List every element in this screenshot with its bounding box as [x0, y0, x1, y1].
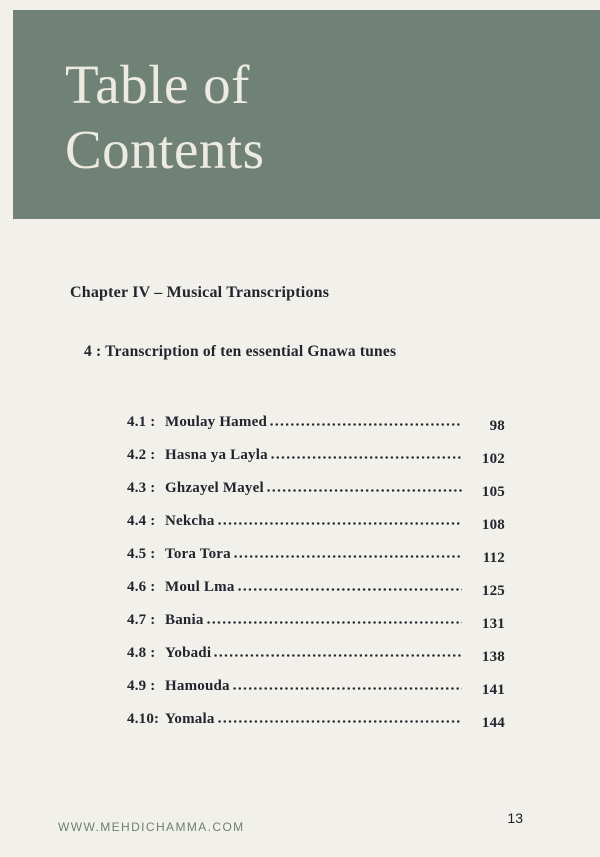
- toc-entry-4-10[interactable]: [127, 710, 505, 731]
- section-heading: 4 : Transcription of ten essential Gnawa tunes: [84, 343, 397, 360]
- toc-entry-page: 102: [481, 451, 505, 467]
- toc-entry-page: 131: [481, 616, 505, 632]
- toc-entry-title: Nekcha: [165, 513, 215, 529]
- toc-entry-number: 4.6 :: [127, 579, 156, 595]
- toc-entry-title: Yomala: [165, 711, 215, 727]
- toc-entry-4-2[interactable]: [127, 446, 505, 467]
- toc-entry-4-7[interactable]: [127, 611, 505, 632]
- footer-page-number: 13: [507, 810, 523, 826]
- toc-entry-page: 112: [482, 550, 505, 566]
- dot-leader: [232, 677, 462, 690]
- toc-list: [127, 413, 505, 743]
- toc-entry-number: 4.5 :: [127, 546, 156, 562]
- toc-entry-number: 4.10:: [127, 711, 160, 727]
- toc-entry-title: Moulay Hamed: [165, 414, 267, 430]
- dot-leader: [269, 413, 462, 426]
- toc-entry-page: 98: [489, 418, 505, 434]
- footer-website-link[interactable]: WWW.MEHDICHAMMA.COM: [58, 820, 245, 834]
- toc-entry-page: 144: [481, 715, 505, 731]
- toc-entry-title: Hasna ya Layla: [165, 447, 268, 463]
- toc-entry-4-5[interactable]: [127, 545, 505, 566]
- toc-entry-number: 4.4 :: [127, 513, 156, 529]
- toc-entry-page: 141: [481, 682, 505, 698]
- toc-entry-title: Bania: [165, 612, 204, 628]
- toc-entry-4-8[interactable]: [127, 644, 505, 665]
- toc-entry-4-3[interactable]: [127, 479, 505, 500]
- page-title-line-1: Table of: [65, 54, 250, 115]
- toc-entry-number: 4.7 :: [127, 612, 156, 628]
- dot-leader: [266, 479, 462, 492]
- dot-leader: [233, 545, 462, 558]
- toc-entry-number: 4.8 :: [127, 645, 156, 661]
- toc-entry-number: 4.2 :: [127, 447, 156, 463]
- toc-entry-page: 108: [481, 517, 505, 533]
- dot-leader: [217, 512, 462, 525]
- toc-entry-page: 125: [481, 583, 505, 599]
- chapter-heading: Chapter IV – Musical Transcriptions: [70, 284, 330, 301]
- toc-entry-number: 4.1 :: [127, 414, 156, 430]
- toc-entry-4-1[interactable]: [127, 413, 505, 434]
- toc-entry-number: 4.9 :: [127, 678, 156, 694]
- toc-entry-4-9[interactable]: [127, 677, 505, 698]
- page-title-line-2: Contents: [65, 119, 265, 180]
- toc-entry-page: 105: [481, 484, 505, 500]
- page-title: [65, 52, 265, 182]
- title-banner: [13, 10, 600, 219]
- toc-entry-number: 4.3 :: [127, 480, 156, 496]
- toc-entry-4-6[interactable]: [127, 578, 505, 599]
- dot-leader: [206, 611, 462, 624]
- dot-leader: [237, 578, 462, 591]
- toc-entry-4-4[interactable]: [127, 512, 505, 533]
- toc-entry-title: Ghzayel Mayel: [165, 480, 264, 496]
- toc-entry-page: 138: [481, 649, 505, 665]
- dot-leader: [213, 644, 462, 657]
- dot-leader: [217, 710, 462, 723]
- toc-entry-title: Moul Lma: [165, 579, 235, 595]
- toc-entry-title: Hamouda: [165, 678, 230, 694]
- dot-leader: [270, 446, 462, 459]
- toc-entry-title: Tora Tora: [165, 546, 231, 562]
- toc-entry-title: Yobadi: [165, 645, 212, 661]
